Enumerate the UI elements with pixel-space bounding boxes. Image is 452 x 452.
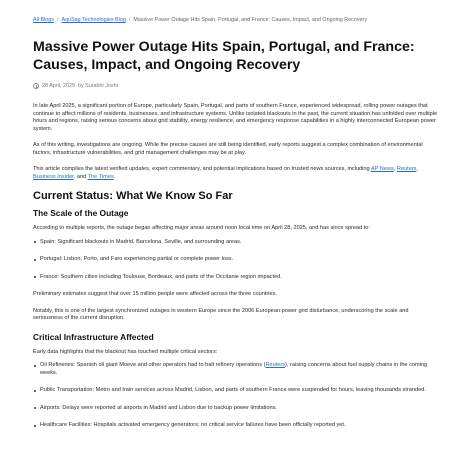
list-item: Healthcare Facilities: Hospitals activated emergency generators; no critical service failures have been officially reported yet. bbox=[33, 422, 439, 430]
publish-date: 28 April, 2025 bbox=[42, 83, 75, 89]
scale-intro: According to multiple reports, the outage began affecting major areas around noon local time on April 28, 2025, and has since spread to: bbox=[33, 225, 370, 231]
page-title: Massive Power Outage Hits Spain, Portugal, and France: Causes, Impact, and Ongoing Recovery bbox=[33, 39, 415, 73]
note-paragraph: Notably, this is one of the largest synchronized outages in western Europe since the 2006 European power grid disturbance, underscoring the scale and seriousness of the current disruption. bbox=[33, 307, 409, 321]
infra-intro: Early data highlights that the blackout has touched multiple critical sectors: bbox=[33, 348, 218, 355]
section-heading-status: Current Status: What We Know So Far bbox=[33, 190, 233, 202]
affected-regions-list bbox=[33, 239, 439, 282]
breadcrumb-current: Massive Power Outage Hits Spain, Portugal, and France: Causes, Impact, and Ongoing Recovery bbox=[133, 17, 368, 23]
the-times-link[interactable]: The Times bbox=[87, 173, 114, 180]
sources-paragraph: This article compiles the latest verified updates, expert commentary, and potential implications based on trusted news sources, including AP News, Reuters, Business Insider, and The Times. bbox=[33, 166, 419, 180]
article-meta bbox=[33, 83, 439, 89]
reuters-link[interactable]: Reuters bbox=[396, 166, 417, 172]
estimate-paragraph: Preliminary estimates suggest that over 15 million people were affected across the three countries. bbox=[33, 291, 277, 297]
article-container bbox=[33, 16, 439, 440]
author-name: by Surabhi Joshi bbox=[77, 83, 118, 89]
breadcrumb bbox=[33, 16, 439, 24]
list-item: Portugal: Lisbon, Porto, and Faro experiencing partial or complete power loss. bbox=[33, 256, 439, 264]
list-item: Oil Refineries: Spanish oil giant Moeve and other operators had to halt refinery operations (Reuters), raising concerns about fuel supply chains in the coming weeks. bbox=[33, 362, 439, 377]
breadcrumb-separator: / bbox=[128, 17, 131, 23]
subheading-infrastructure: Critical Infrastructure Affected bbox=[33, 331, 154, 342]
intro-paragraph: In late April 2025, a significant portion of Europe, particularly Spain, Portugal, and parts of southern France, experienced widespread, rolling power outages that continue to affect millions of residents, businesses, and infrastructure systems. Unlike isolated blackouts in the past, the current situation has unfolded over multiple hours and regions, raising serious concerns about grid stability, energy resilience, and emergency response capabilities in a highly interconnected European power system. bbox=[33, 103, 438, 132]
list-item: Public Transportation: Metro and train services across Madrid, Lisbon, and parts of southern France were suspended for hours, leaving thousands stranded. bbox=[33, 387, 439, 395]
list-item: France: Southern cities including Toulouse, Bordeaux, and parts of the Occitanie region impacted. bbox=[33, 274, 439, 282]
intro-paragraph: As of this writing, investigations are ongoing. While the precise causes are still being identified, early reports suggest a complex combination of environmental factors, infrastructure vulnerabilities, and grid management challenges may be at play. bbox=[33, 142, 423, 156]
business-insider-link[interactable]: Business Insider bbox=[33, 173, 74, 180]
subheading-scale: The Scale of the Outage bbox=[33, 208, 129, 218]
breadcrumb-separator: / bbox=[56, 17, 59, 23]
breadcrumb-all-blogs[interactable]: All Blogs bbox=[33, 17, 54, 23]
article-body bbox=[33, 103, 439, 430]
list-item: Spain: Significant blackouts in Madrid, Barcelona, Seville, and surrounding areas. bbox=[33, 239, 439, 247]
reuters-link[interactable]: Reuters bbox=[265, 362, 286, 368]
clock-icon bbox=[33, 83, 39, 89]
breadcrumb-company-blog[interactable]: AquSag Technologies Blog bbox=[61, 17, 126, 23]
infrastructure-list bbox=[33, 362, 439, 430]
list-item: Airports: Delays were reported at airports in Madrid and Lisbon due to backup power limitations. bbox=[33, 405, 439, 413]
ap-news-link[interactable]: AP News bbox=[370, 166, 394, 172]
